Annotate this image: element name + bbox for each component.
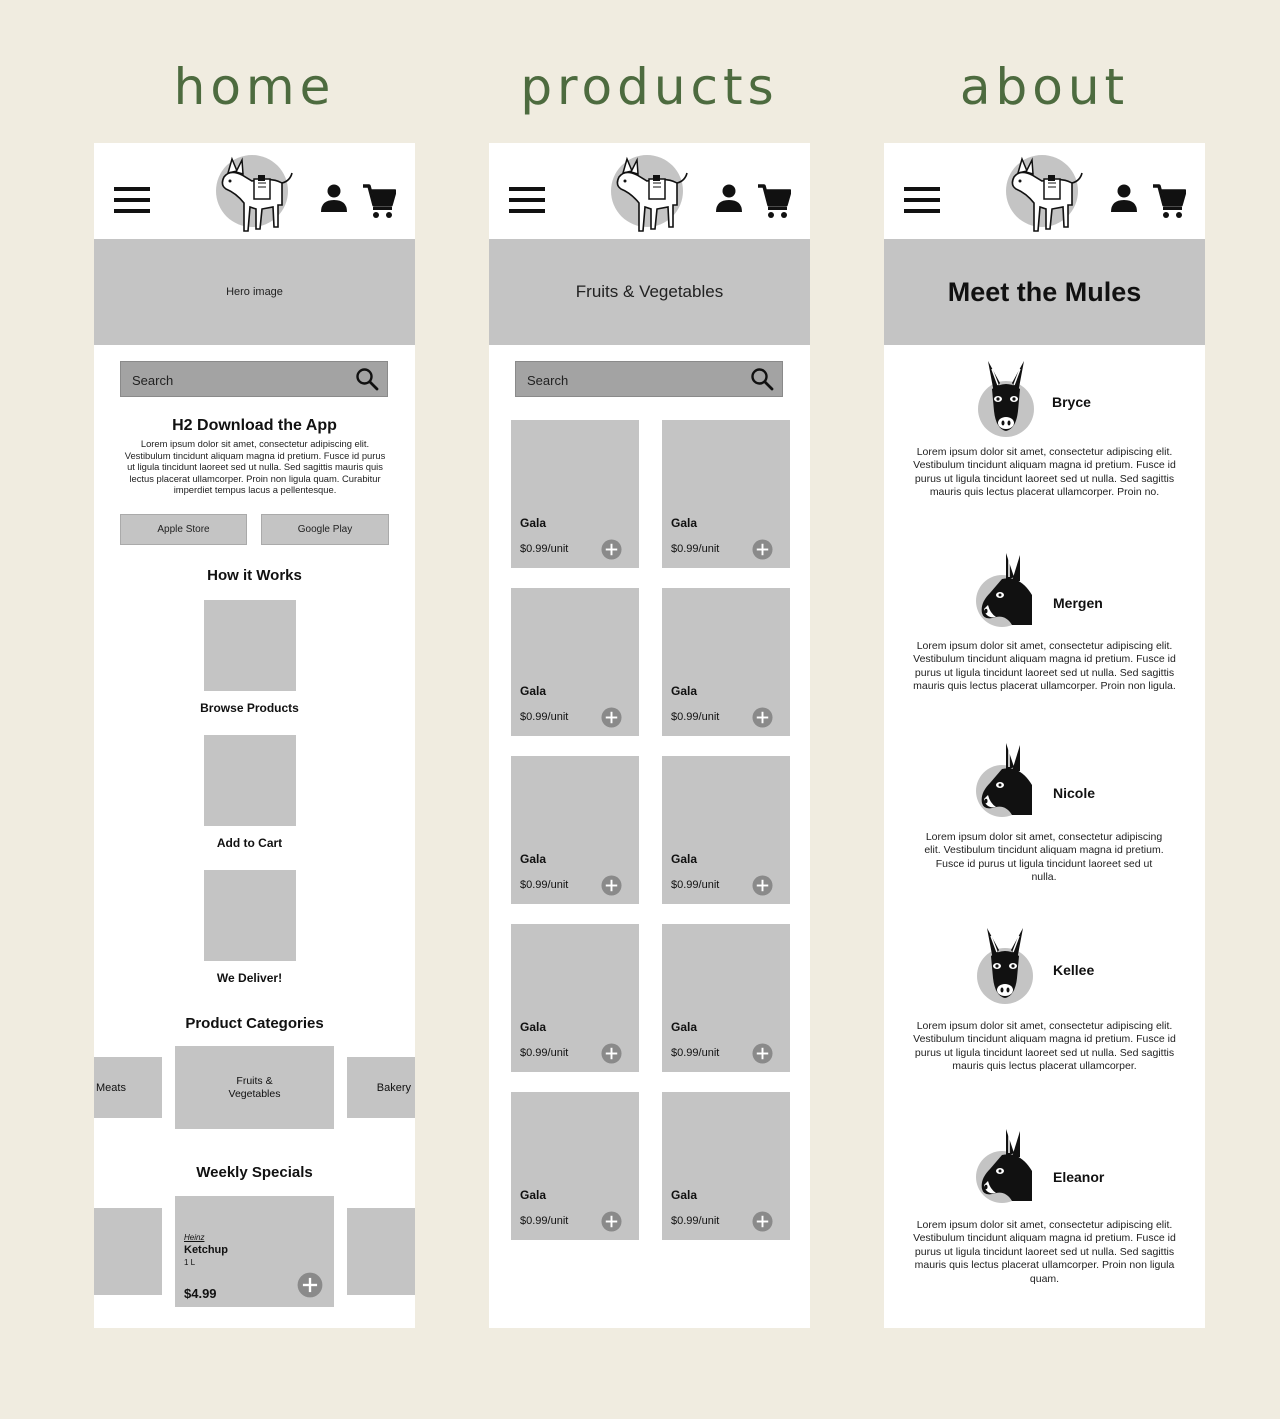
header — [884, 143, 1205, 238]
special-price: $4.99 — [184, 1286, 217, 1301]
hamburger-menu-icon[interactable] — [114, 187, 150, 213]
user-icon[interactable] — [714, 183, 744, 213]
product-name: Gala — [520, 516, 547, 530]
hamburger-menu-icon[interactable] — [904, 187, 940, 213]
plus-circle-icon[interactable] — [601, 707, 622, 728]
category-card-meats[interactable] — [94, 1057, 162, 1118]
category-card-fruits-vegetables[interactable] — [175, 1046, 334, 1129]
category-label: Meats — [96, 1082, 126, 1094]
about-page-title: about — [959, 58, 1130, 116]
category-card-bakery[interactable] — [347, 1057, 415, 1118]
product-card[interactable] — [662, 756, 790, 904]
donkey-head-icon — [976, 1127, 1036, 1205]
mule-description: Lorem ipsum dolor sit amet, consectetur adipiscing elit. Vestibulum tincidunt aliquam magna id pretium. Fusce id purus ut ligula tincidunt laoreet sed ut nulla. Sed sagittis mauris quis lectus placerat ullamcorper. Proin non ligula quam. — [913, 1219, 1176, 1285]
product-price: $0.99/unit — [671, 1215, 720, 1227]
products-page-title: products — [520, 58, 779, 116]
product-card[interactable] — [511, 420, 639, 568]
product-price: $0.99/unit — [671, 711, 720, 723]
product-card[interactable] — [511, 1092, 639, 1240]
search-input[interactable] — [515, 361, 783, 397]
plus-circle-icon[interactable] — [752, 1043, 773, 1064]
plus-circle-icon[interactable] — [601, 539, 622, 560]
category-banner — [489, 239, 810, 345]
product-card[interactable] — [662, 420, 790, 568]
product-name: Gala — [671, 852, 698, 866]
special-card[interactable] — [175, 1196, 334, 1307]
product-name: Gala — [520, 1188, 547, 1202]
mule-description: Lorem ipsum dolor sit amet, consectetur adipiscing elit. Vestibulum tincidunt aliquam magna id pretium. Fusce id purus ut ligula tincidunt laoreet sed ut nulla. — [924, 831, 1164, 884]
google-play-button[interactable]: Google Play — [261, 514, 389, 545]
product-price: $0.99/unit — [520, 879, 569, 891]
product-card[interactable] — [662, 924, 790, 1072]
user-icon[interactable] — [319, 183, 349, 213]
product-name: Gala — [671, 684, 698, 698]
mule-name: Nicole — [1053, 785, 1096, 801]
product-name: Gala — [671, 1020, 698, 1034]
search-input[interactable] — [120, 361, 388, 397]
products-screen — [489, 143, 810, 1328]
special-name: Ketchup — [184, 1244, 228, 1256]
mule-description: Lorem ipsum dolor sit amet, consectetur adipiscing elit. Vestibulum tincidunt aliquam magna id pretium. Fusce id purus ut ligula tincidunt laoreet sed ut nulla. Sed sagittis mauris quis lectus placerat ullamcorper. — [913, 1020, 1176, 1073]
donkey-head-icon — [976, 741, 1036, 819]
apple-store-button[interactable]: Apple Store — [120, 514, 247, 545]
product-price: $0.99/unit — [671, 879, 720, 891]
search-placeholder: Search — [132, 373, 174, 388]
search-icon[interactable] — [355, 367, 379, 391]
header — [94, 143, 415, 238]
product-categories-title: Product Categories — [185, 1015, 324, 1032]
product-card[interactable] — [662, 588, 790, 736]
cart-icon[interactable] — [757, 183, 791, 219]
weekly-specials-title: Weekly Specials — [196, 1164, 313, 1181]
product-card[interactable] — [511, 924, 639, 1072]
about-banner-title: Meet the Mules — [947, 276, 1142, 307]
mule-name: Eleanor — [1053, 1169, 1105, 1185]
product-name: Gala — [671, 1188, 698, 1202]
search-placeholder: Search — [527, 373, 569, 388]
search-icon[interactable] — [750, 367, 774, 391]
product-card[interactable] — [662, 1092, 790, 1240]
mule-description: Lorem ipsum dolor sit amet, consectetur adipiscing elit. Vestibulum tincidunt aliquam magna id pretium. Fusce id purus ut ligula tincidunt laoreet sed ut nulla. Sed sagittis mauris quis lectus placerat ullamcorper. Proin no. — [913, 446, 1176, 499]
plus-circle-icon[interactable] — [601, 875, 622, 896]
donkey-head-icon — [976, 551, 1036, 629]
category-banner-title: Fruits & Vegetables — [575, 282, 724, 301]
step-image — [204, 735, 296, 826]
plus-circle-icon[interactable] — [601, 1043, 622, 1064]
about-screen — [884, 143, 1205, 1328]
hero-label: Hero image — [226, 286, 283, 298]
download-title: H2 Download the App — [172, 417, 337, 434]
special-card-left[interactable] — [94, 1208, 162, 1295]
step-label: We Deliver! — [216, 971, 283, 985]
download-text: Lorem ipsum dolor sit amet, consectetur adipiscing elit. Vestibulum tincidunt aliquam magna id pretium. Fusce id purus ut ligula tincidunt laoreet sed ut nulla. Sed sagittis mauris quis lectus placerat ullamcorper. Proin non ligula quam. Curabitur imperdiet tempus lacus a pellentesque. — [124, 438, 386, 496]
mule-logo-icon[interactable] — [1002, 153, 1088, 235]
about-banner — [884, 239, 1205, 345]
header — [489, 143, 810, 238]
category-label: Bakery — [376, 1082, 411, 1094]
mule-logo-icon[interactable] — [212, 153, 298, 235]
donkey-head-icon — [976, 359, 1036, 437]
plus-circle-icon[interactable] — [752, 1211, 773, 1232]
mule-name: Bryce — [1052, 394, 1091, 410]
mule-name: Mergen — [1053, 595, 1103, 611]
user-icon[interactable] — [1109, 183, 1139, 213]
hero-image — [94, 239, 415, 345]
product-card[interactable] — [511, 756, 639, 904]
special-brand: Heinz — [184, 1233, 205, 1242]
product-price: $0.99/unit — [520, 543, 569, 555]
special-card-right[interactable] — [347, 1208, 415, 1295]
cart-icon[interactable] — [362, 183, 396, 219]
cart-icon[interactable] — [1152, 183, 1186, 219]
mule-name: Kellee — [1053, 962, 1095, 978]
plus-circle-icon[interactable] — [601, 1211, 622, 1232]
hamburger-menu-icon[interactable] — [509, 187, 545, 213]
plus-circle-icon[interactable] — [752, 707, 773, 728]
home-screen — [94, 143, 415, 1328]
special-size: 1 L — [184, 1258, 196, 1267]
product-price: $0.99/unit — [671, 1047, 720, 1059]
product-name: Gala — [520, 852, 547, 866]
product-price: $0.99/unit — [671, 543, 720, 555]
mule-description: Lorem ipsum dolor sit amet, consectetur adipiscing elit. Vestibulum tincidunt aliquam magna id pretium. Fusce id purus ut ligula tincidunt laoreet sed ut nulla. Sed sagittis mauris quis lectus placerat ullamcorper. Proin non ligula. — [913, 640, 1176, 693]
step-label: Add to Cart — [216, 836, 283, 850]
plus-circle-icon[interactable] — [297, 1272, 323, 1298]
donkey-head-icon — [975, 926, 1035, 1004]
product-name: Gala — [520, 684, 547, 698]
product-name: Gala — [520, 1020, 547, 1034]
mule-logo-icon[interactable] — [607, 153, 693, 235]
plus-circle-icon[interactable] — [752, 875, 773, 896]
category-label: Fruits & Vegetables — [228, 1075, 281, 1100]
product-price: $0.99/unit — [520, 1047, 569, 1059]
home-page-title: home — [173, 58, 336, 116]
step-label: Browse Products — [200, 701, 299, 715]
product-price: $0.99/unit — [520, 1215, 569, 1227]
plus-circle-icon[interactable] — [752, 539, 773, 560]
product-price: $0.99/unit — [520, 711, 569, 723]
step-image — [204, 600, 296, 691]
step-image — [204, 870, 296, 961]
product-card[interactable] — [511, 588, 639, 736]
product-name: Gala — [671, 516, 698, 530]
how-it-works-title: How it Works — [207, 567, 302, 584]
